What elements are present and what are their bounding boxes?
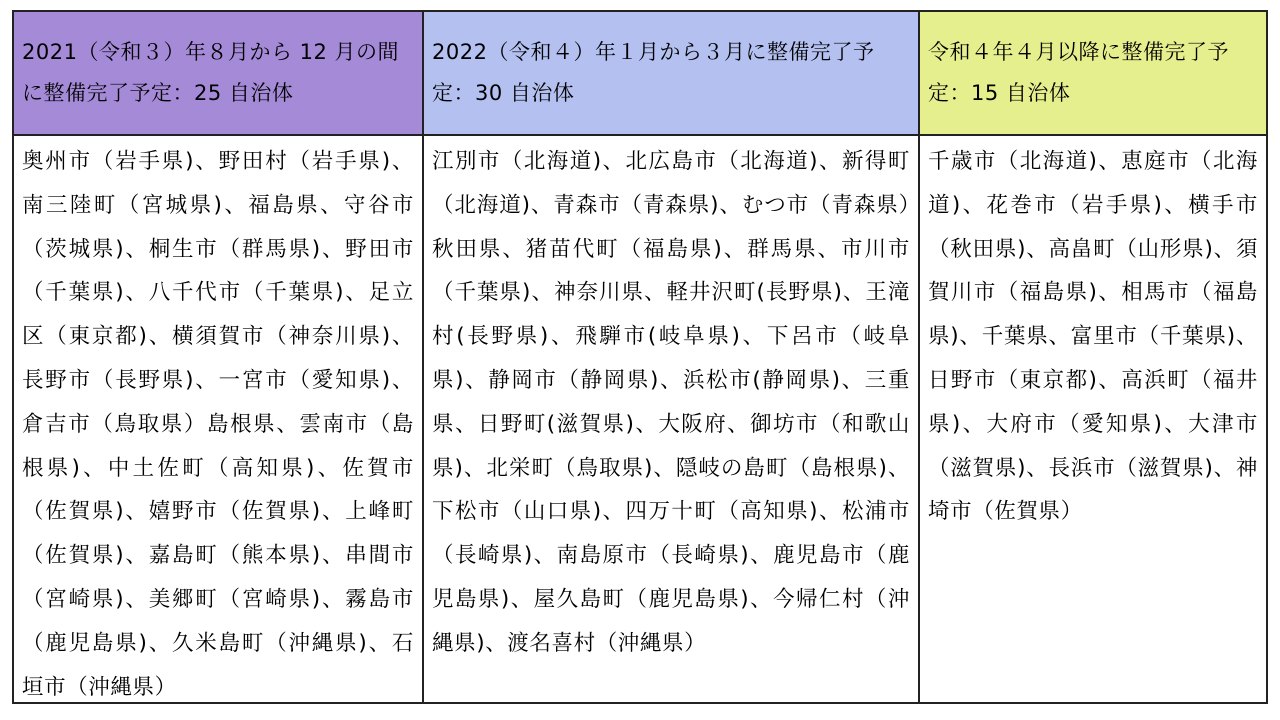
schedule-table	[12, 10, 1268, 704]
municipality-list-2021: 奥州市（岩手県)、野田村（岩手県)、南三陸町（宮城県)、福島県、守谷市（茨城県)、桐生市（群馬県)、野田市（千葉県)、八千代市（千葉県)、足立区（東京都)、横須賀市（神奈川県)、長野市（長野県)、一宮市（愛知県)、倉吉市（鳥取県）島根県、雲南市（島根県)、中土佐町（高知県)、佐賀市（佐賀県)、嬉野市（佐賀県)、上峰町（佐賀県)、嘉島町（熊本県)、串間市（宮崎県)、美郷町（宮崎県)、霧島市（鹿児島県)、久米島町（沖縄県)、石垣市（沖縄県）	[14, 136, 424, 702]
column-header-2021: 2021（令和３）年８月から 12 月の間に整備完了予定：25 自治体	[14, 12, 424, 136]
column-header-after-r4: 令和４年４月以降に整備完了予定：15 自治体	[920, 12, 1266, 136]
column-header-2022: 2022（令和４）年１月から３月に整備完了予定：30 自治体	[424, 12, 920, 136]
municipality-list-2022: 江別市（北海道)、北広島市（北海道)、新得町（北海道)、青森市（青森県)、むつ市（青森県）秋田県、猪苗代町（福島県)、群馬県、市川市（千葉県)、神奈川県、軽井沢町(長野県)、王滝村(長野県)、飛騨市(岐阜県)、下呂市（岐阜県)、静岡市（静岡県)、浜松市(静岡県)、三重県、日野町(滋賀県)、大阪府、御坊市（和歌山県)、北栄町（鳥取県)、隠岐の島町（島根県)、下松市（山口県)、四万十町（高知県)、松浦市（長崎県)、南島原市（長崎県)、鹿児島市（鹿児島県)、屋久島町（鹿児島県)、今帰仁村（沖縄県)、渡名喜村（沖縄県）	[424, 136, 920, 702]
municipality-list-after-r4: 千歳市（北海道)、恵庭市（北海道)、花巻市（岩手県)、横手市（秋田県)、高畠町（山形県)、須賀川市（福島県)、相馬市（福島県)、千葉県、富里市（千葉県)、日野市（東京都)、高浜町（福井県)、大府市（愛知県)、大津市（滋賀県)、長浜市（滋賀県)、神埼市（佐賀県）	[928, 149, 1258, 525]
